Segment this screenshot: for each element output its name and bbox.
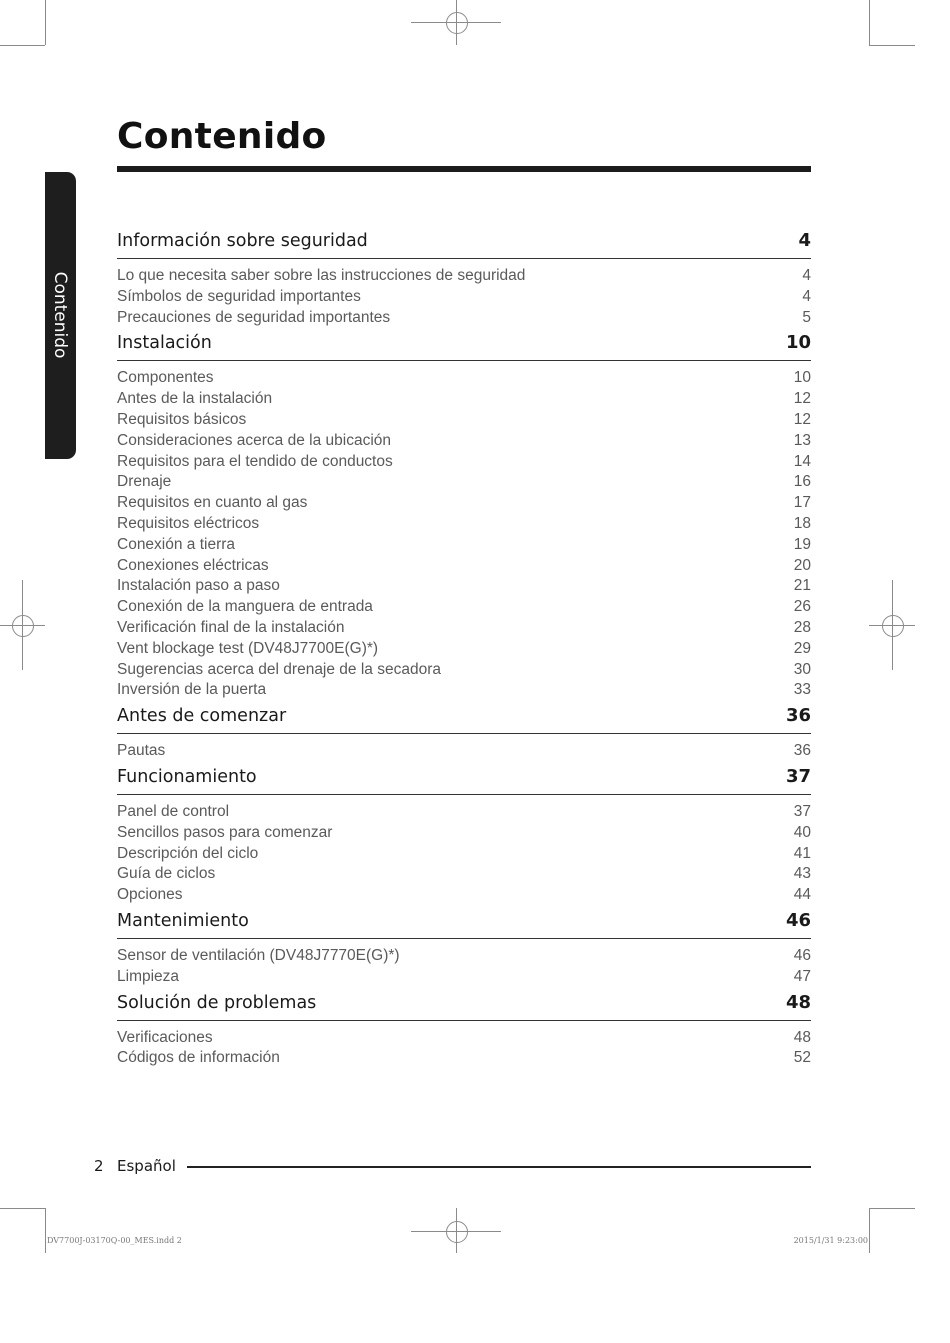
toc-entry-page: 17 <box>793 494 811 512</box>
toc-entry-page: 28 <box>793 618 811 636</box>
toc-entry-label: Requisitos en cuanto al gas <box>117 494 308 512</box>
toc-entry-page: 46 <box>793 946 811 964</box>
toc-entry-label: Verificaciones <box>117 1028 213 1046</box>
toc-entry-page: 21 <box>793 577 811 595</box>
section-title: Instalación <box>117 333 212 354</box>
crop-mark <box>869 0 870 45</box>
print-slug-file: DV7700J-03170Q-00_MES.indd 2 <box>47 1236 182 1245</box>
toc-entry-label: Guía de ciclos <box>117 865 216 883</box>
toc-entry-page: 19 <box>793 535 811 553</box>
toc-entry-label: Sugerencias acerca del drenaje de la secadora <box>117 660 441 678</box>
toc-entry-page: 36 <box>793 742 811 760</box>
footer-rule <box>187 1166 811 1168</box>
toc-entry-label: Símbolos de seguridad importantes <box>117 287 361 305</box>
footer-language: Español <box>117 1157 176 1175</box>
toc-entry <box>117 680 811 701</box>
toc-entry <box>117 452 811 473</box>
toc-section <box>117 230 811 328</box>
toc-entry-page: 16 <box>793 473 811 491</box>
toc-entry <box>117 823 811 844</box>
crop-mark <box>869 1208 915 1209</box>
page-title: Contenido <box>117 116 327 157</box>
toc-entry-page: 20 <box>793 556 811 574</box>
toc-entry-page: 4 <box>802 287 811 305</box>
toc-entry <box>117 389 811 410</box>
title-rule <box>117 166 811 172</box>
toc-entry <box>117 431 811 452</box>
toc-entry-page: 26 <box>793 598 811 616</box>
section-page-number: 10 <box>785 332 811 354</box>
section-page-number: 46 <box>785 909 811 931</box>
toc-section <box>117 992 811 1070</box>
toc-entry-page: 41 <box>793 844 811 862</box>
crop-mark <box>869 45 915 46</box>
toc-entry-page: 5 <box>802 308 811 326</box>
toc-entry-label: Drenaje <box>117 473 172 491</box>
toc-entry <box>117 864 811 885</box>
toc-entry <box>117 1028 811 1049</box>
toc-entry <box>117 472 811 493</box>
toc-section <box>117 705 811 762</box>
toc-entry-label: Conexiones eléctricas <box>117 556 269 574</box>
section-title: Información sobre seguridad <box>117 231 368 251</box>
section-heading <box>117 230 811 259</box>
toc-entry <box>117 576 811 597</box>
toc-entry-page: 12 <box>793 390 811 408</box>
toc-entry-page: 14 <box>793 452 811 470</box>
toc-entry-label: Lo que necesita saber sobre las instrucciones de seguridad <box>117 267 526 284</box>
toc-entry-label: Sencillos pasos para comenzar <box>117 823 333 841</box>
toc-entry-page: 33 <box>793 681 811 699</box>
toc-entry-page: 13 <box>793 431 811 449</box>
toc-entry-page: 10 <box>793 369 811 387</box>
section-page-number: 4 <box>798 230 811 251</box>
toc-entry <box>117 639 811 660</box>
toc-entry <box>117 1048 811 1069</box>
toc-entry <box>117 493 811 514</box>
toc-entry <box>117 308 811 329</box>
section-page-number: 36 <box>785 705 811 727</box>
section-page-number: 37 <box>785 765 811 787</box>
toc-entry-label: Descripción del ciclo <box>117 844 259 862</box>
section-title: Solución de problemas <box>117 992 317 1013</box>
toc-entry-page: 48 <box>793 1028 811 1046</box>
toc-entry-label: Requisitos para el tendido de conductos <box>117 452 393 470</box>
toc-entry-label: Inversión de la puerta <box>117 681 267 699</box>
footer-page-number: 2 <box>94 1157 104 1175</box>
toc-entry-label: Opciones <box>117 886 183 904</box>
print-slug-date: 2015/1/31 9:23:00 <box>793 1236 868 1245</box>
section-heading <box>117 766 811 795</box>
section-heading <box>117 992 811 1021</box>
toc-entry <box>117 802 811 823</box>
toc-entry-page: 43 <box>793 865 811 883</box>
crop-mark <box>45 0 46 45</box>
toc-entry-label: Conexión de la manguera de entrada <box>117 598 373 616</box>
toc-entry-label: Vent blockage test (DV48J7700E(G)*) <box>117 639 379 657</box>
toc-entry-label: Antes de la instalación <box>117 390 273 408</box>
toc-entry <box>117 967 811 988</box>
toc-entry-page: 37 <box>793 802 811 820</box>
toc-entry-label: Requisitos eléctricos <box>117 514 260 532</box>
toc-section <box>117 910 811 988</box>
toc-entry-label: Códigos de información <box>117 1049 280 1067</box>
toc-entry <box>117 556 811 577</box>
section-heading <box>117 910 811 939</box>
toc-entry <box>117 618 811 639</box>
toc-entry-label: Instalación paso a paso <box>117 577 280 595</box>
toc-entry <box>117 946 811 967</box>
toc-entry-label: Precauciones de seguridad importantes <box>117 308 391 326</box>
toc-entry-label: Conexión a tierra <box>117 535 236 553</box>
crop-mark <box>869 1208 870 1253</box>
toc-entry-page: 18 <box>793 514 811 532</box>
toc-entry <box>117 266 811 287</box>
toc-entry <box>117 741 811 762</box>
toc-entry <box>117 660 811 681</box>
toc-entry <box>117 597 811 618</box>
section-title: Mantenimiento <box>117 910 249 931</box>
toc-entry-page: 40 <box>793 823 811 841</box>
toc-entry <box>117 287 811 308</box>
toc-entry-page: 47 <box>793 967 811 985</box>
toc-section <box>117 766 811 906</box>
toc-entry-page: 30 <box>793 660 811 678</box>
toc-entry <box>117 368 811 389</box>
toc-entry <box>117 410 811 431</box>
section-heading <box>117 332 811 361</box>
crop-mark <box>0 1208 45 1209</box>
toc-section <box>117 332 811 701</box>
toc-entry-label: Componentes <box>117 369 214 387</box>
section-title: Funcionamiento <box>117 766 257 787</box>
toc-entry-page: 52 <box>793 1049 811 1067</box>
toc-entry-label: Sensor de ventilación (DV48J7770E(G)*) <box>117 946 400 964</box>
section-heading <box>117 705 811 734</box>
toc-entry <box>117 535 811 556</box>
section-title: Antes de comenzar <box>117 706 287 727</box>
toc-entry-page: 4 <box>802 267 811 284</box>
toc-entry <box>117 885 811 906</box>
toc-entry <box>117 514 811 535</box>
toc-entry-label: Limpieza <box>117 967 180 985</box>
toc-entry-page: 44 <box>793 886 811 904</box>
crop-mark <box>0 45 45 46</box>
section-page-number: 48 <box>785 991 811 1013</box>
toc-entry-label: Requisitos básicos <box>117 410 247 428</box>
toc-entry-label: Panel de control <box>117 802 230 820</box>
toc-entry-label: Consideraciones acerca de la ubicación <box>117 431 391 449</box>
toc-entry-label: Pautas <box>117 742 166 760</box>
side-tab-label: Contenido <box>50 271 70 359</box>
toc-entry <box>117 844 811 865</box>
table-of-contents <box>117 230 811 1073</box>
crop-mark <box>45 1208 46 1253</box>
toc-entry-page: 29 <box>793 639 811 657</box>
toc-entry-page: 12 <box>793 410 811 428</box>
toc-entry-label: Verificación final de la instalación <box>117 618 345 636</box>
